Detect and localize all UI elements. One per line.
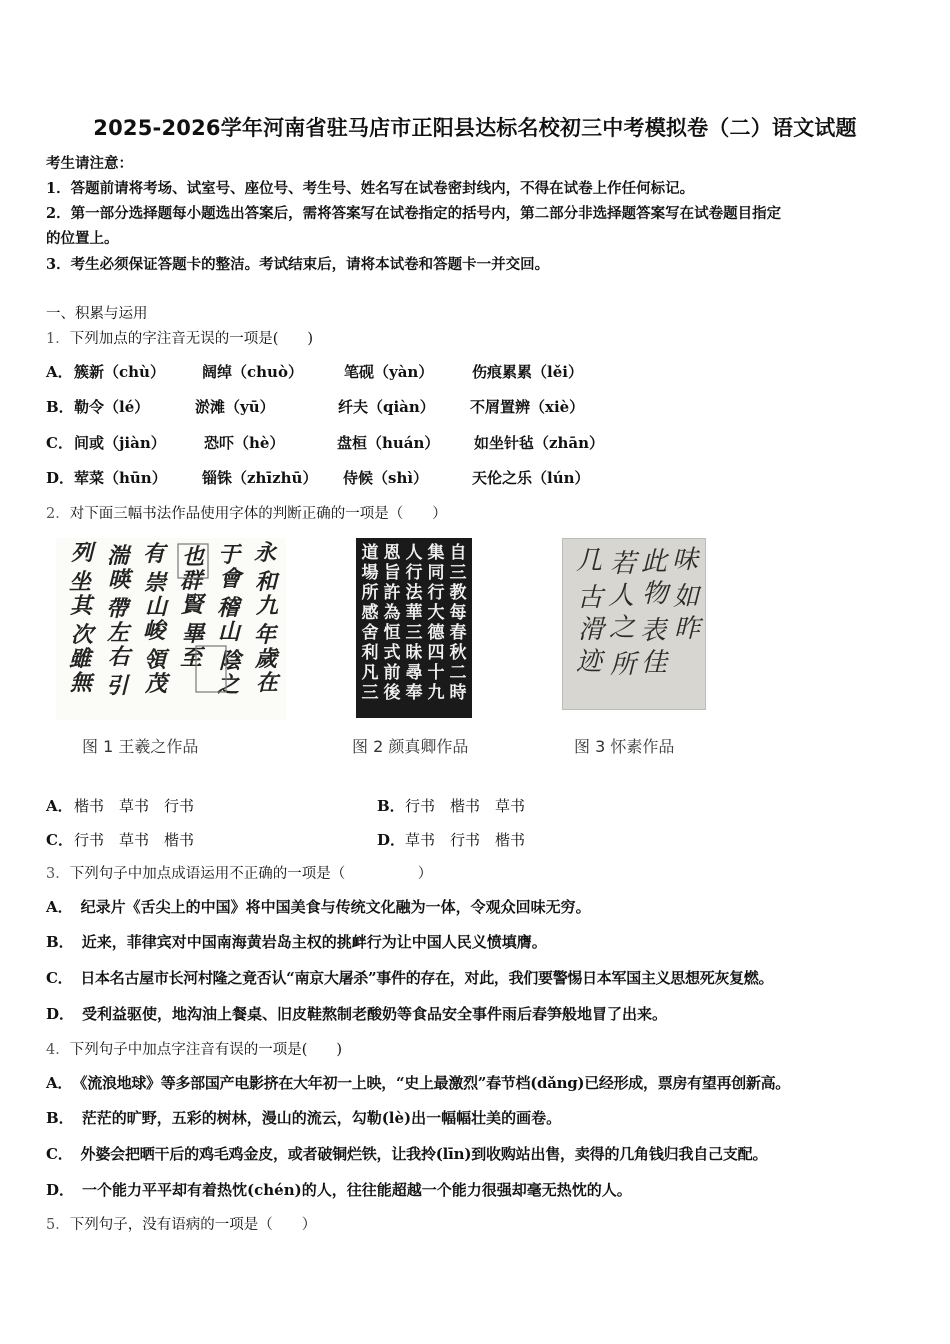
calligraphy-character: 也 (181, 544, 205, 570)
q4-option-a (46, 1072, 790, 1093)
option-item: 簇新（chù） (74, 363, 165, 381)
calligraphy-character: 引 (105, 673, 129, 699)
option-text: 一个能力平平却有着热忱(chén)的人，往往能超越一个能力很强却毫无热忱的人。 (82, 1181, 632, 1199)
question-text: 下列句子中加点成语运用不正确的一项是（ ） (69, 866, 433, 882)
option-letter: A． (46, 797, 73, 815)
calligraphy-character: 道 (361, 543, 379, 563)
question-text: 对下面三幅书法作品使用字体的判断正确的一项是（ ） (69, 506, 447, 522)
option-letter: A． (46, 363, 73, 381)
calligraphy-character: 山 (217, 619, 241, 645)
calligraphy-character: 法 (405, 583, 423, 603)
option-item: 笔砚（yàn） (344, 363, 434, 381)
question-5 (46, 1213, 316, 1234)
calligraphy-character: 所 (609, 650, 637, 680)
question-1 (46, 327, 313, 348)
calligraphy-character: 奉 (405, 683, 423, 703)
option-text: 行书 楷书 草书 (405, 797, 526, 815)
calligraphy-character: 味 (671, 545, 699, 575)
calligraphy-character: 舍 (361, 623, 379, 643)
option-letter: D． (377, 831, 406, 849)
calligraphy-character: 年 (253, 622, 277, 648)
calligraphy-character: 昨 (673, 614, 701, 644)
calligraphy-character: 恩 (383, 543, 401, 563)
calligraphy-character: 崇 (143, 570, 167, 596)
q4-option-c (46, 1143, 767, 1164)
calligraphy-character: 三 (361, 683, 379, 703)
question-2 (46, 502, 447, 523)
calligraphy-character: 集 (427, 543, 445, 563)
calligraphy-character: 四 (427, 643, 445, 663)
option-item: 侍候（shì） (343, 469, 429, 487)
option-text: 近来，菲律宾对中国南海黄岩岛主权的挑衅行为让中国人民义愤填膺。 (81, 933, 547, 951)
calligraphy-character: 稽 (216, 595, 240, 621)
q3-option-d (46, 1003, 667, 1024)
option-item: 荤菜（hūn） (74, 469, 167, 487)
calligraphy-character: 畢 (181, 621, 205, 647)
calligraphy-character: 如 (672, 582, 700, 612)
calligraphy-character: 此 (640, 547, 668, 577)
calligraphy-character: 利 (361, 643, 379, 663)
option-letter: B． (377, 797, 405, 815)
calligraphy-character: 會 (218, 566, 242, 592)
calligraphy-character: 左 (106, 620, 130, 646)
calligraphy-character: 感 (361, 603, 379, 623)
calligraphy-character: 旨 (383, 563, 401, 583)
calligraphy-character: 華 (405, 603, 423, 623)
option-text: 草书 行书 楷书 (405, 831, 526, 849)
calligraphy-character: 群 (179, 568, 203, 594)
figure-caption: 图 3 怀素作品 (574, 737, 675, 756)
calligraphy-character: 所 (361, 583, 379, 603)
option-text: 受利益驱使，地沟油上餐桌、旧皮鞋熬制老酸奶等食品安全事件雨后春笋般地冒了出来。 (82, 1005, 668, 1023)
calligraphy-character: 九 (427, 683, 445, 703)
calligraphy-character: 列 (70, 540, 94, 566)
option-text: 《流浪地球》等多部国产电影挤在大年初一上映，“史上最激烈”春节档(dǎng)已经形成，票房有望再创新高。 (80, 1074, 791, 1092)
option-letter: C． (46, 1145, 73, 1163)
option-letter: D． (46, 1181, 75, 1199)
calligraphy-character: 二 (449, 663, 467, 683)
option-letter: C． (46, 831, 73, 849)
option-item: 恐吓（hè） (204, 434, 285, 452)
calligraphy-character: 雖 (68, 646, 92, 672)
calligraphy-character: 滑 (577, 615, 605, 645)
calligraphy-character: 人 (405, 543, 423, 563)
calligraphy-character: 在 (255, 670, 279, 696)
calligraphy-character: 若 (609, 549, 637, 579)
calligraphy-character: 三 (449, 563, 467, 583)
calligraphy-character: 帶 (105, 596, 129, 622)
calligraphy-character: 秋 (449, 643, 467, 663)
option-item: 间或（jiàn） (74, 434, 166, 452)
calligraphy-character: 教 (449, 583, 467, 603)
calligraphy-figure-3 (562, 538, 706, 710)
q4-option-d (46, 1179, 632, 1200)
calligraphy-character: 之 (608, 613, 636, 643)
calligraphy-character: 暎 (107, 567, 131, 593)
calligraphy-character: 之 (216, 672, 240, 698)
option-text: 楷书 草书 行书 (74, 797, 195, 815)
q3-option-c (46, 967, 773, 988)
option-letter: B． (46, 398, 74, 416)
option-text: 纪录片《舌尖上的中国》将中国美食与传统文化融为一体，令观众回味无穷。 (80, 898, 591, 916)
calligraphy-character: 佳 (640, 648, 668, 678)
option-letter: A． (46, 898, 73, 916)
option-item: 勒令（lé） (74, 398, 150, 416)
figure-caption: 图 2 颜真卿作品 (352, 737, 469, 756)
question-text: 下列句子，没有语病的一项是（ ） (69, 1217, 317, 1233)
calligraphy-character: 領 (143, 647, 167, 673)
calligraphy-character: 至 (179, 645, 203, 671)
calligraphy-character: 于 (217, 542, 241, 568)
calligraphy-character: 坐 (68, 569, 92, 595)
question-number: 5． (46, 1217, 70, 1233)
calligraphy-character: 賢 (180, 592, 204, 618)
calligraphy-character: 湍 (106, 543, 130, 569)
question-4 (46, 1038, 342, 1059)
question-number: 1． (46, 331, 70, 347)
question-number: 4． (46, 1042, 70, 1058)
calligraphy-character: 春 (449, 623, 467, 643)
calligraphy-character: 和 (254, 569, 278, 595)
option-letter: B． (46, 933, 74, 951)
calligraphy-character: 昧 (405, 643, 423, 663)
calligraphy-character: 每 (449, 603, 467, 623)
option-text: 外婆会把晒干后的鸡毛鸡金皮，或者破铜烂铁，让我拎(līn)到收购站出售，卖得的几角钱归我自己支配。 (80, 1145, 768, 1163)
calligraphy-character: 茂 (144, 671, 168, 697)
option-text: 茫茫的旷野，五彩的树林，漫山的流云，勾勒(lè)出一幅幅壮美的画卷。 (81, 1109, 562, 1127)
calligraphy-character: 九 (255, 593, 279, 619)
question-text: 下列句子中加点字注音有误的一项是( ) (69, 1042, 343, 1058)
option-letter: C． (46, 969, 73, 987)
page-title: 2025-2026学年河南省驻马店市正阳县达标名校初三中考模拟卷（二）语文试题 (93, 116, 857, 140)
calligraphy-character: 同 (427, 563, 445, 583)
calligraphy-character: 自 (449, 543, 467, 563)
figure-caption: 图 1 王羲之作品 (82, 737, 199, 756)
calligraphy-character: 後 (383, 683, 401, 703)
calligraphy-character: 歲 (254, 646, 278, 672)
calligraphy-character: 三 (405, 623, 423, 643)
question-number: 2． (46, 506, 70, 522)
option-letter: B． (46, 1109, 74, 1127)
option-item: 锱铢（zhīzhū） (202, 469, 318, 487)
calligraphy-character: 几 (575, 546, 603, 576)
option-letter: C． (46, 434, 73, 452)
calligraphy-character: 陰 (218, 648, 242, 674)
calligraphy-figure-1 (56, 538, 286, 720)
calligraphy-character: 時 (449, 683, 467, 703)
calligraphy-character: 無 (69, 670, 93, 696)
calligraphy-character: 山 (144, 594, 168, 620)
calligraphy-character: 有 (142, 541, 166, 567)
q3-option-b (46, 931, 547, 952)
calligraphy-character: 大 (427, 603, 445, 623)
option-item: 天伦之乐（lún） (472, 469, 590, 487)
calligraphy-character: 前 (383, 663, 401, 683)
calligraphy-character: 峻 (142, 618, 166, 644)
q4-option-b (46, 1107, 561, 1128)
section-heading: 一、积累与运用 (46, 306, 148, 322)
option-letter: D． (46, 1005, 75, 1023)
calligraphy-character: 人 (607, 581, 635, 611)
calligraphy-character: 恒 (383, 623, 401, 643)
calligraphy-figure-2 (356, 538, 472, 718)
notice-item: 的位置上。 (46, 230, 119, 247)
calligraphy-character: 場 (361, 563, 379, 583)
calligraphy-character: 物 (641, 579, 669, 609)
notice-item: 2．第一部分选择题每小题选出答案后，需将答案写在试卷指定的括号内，第二部分非选择题答案写在试卷题目指定 (46, 205, 782, 222)
notice-item: 3．考生必须保证答题卡的整洁。考试结束后，请将本试卷和答题卡一并交回。 (46, 256, 550, 273)
option-item: 淤滩（yū） (195, 398, 275, 416)
option-item: 伤痕累累（lěi） (472, 363, 583, 381)
calligraphy-character: 行 (427, 583, 445, 603)
calligraphy-character: 表 (639, 616, 667, 646)
question-number: 3． (46, 866, 70, 882)
option-item: 盘桓（huán） (337, 434, 440, 452)
calligraphy-character: 右 (107, 644, 131, 670)
calligraphy-character: 十 (427, 663, 445, 683)
option-item: 纤夫（qiàn） (338, 398, 435, 416)
notice-heading: 考生请注意： (46, 155, 133, 172)
calligraphy-character: 古 (576, 583, 604, 613)
option-text: 行书 草书 楷书 (74, 831, 195, 849)
question-3 (46, 862, 432, 883)
calligraphy-character: 永 (253, 540, 277, 566)
question-text: 下列加点的字注音无误的一项是( ) (69, 331, 314, 347)
option-item: 如坐针毡（zhān） (474, 434, 605, 452)
calligraphy-character: 其 (69, 593, 93, 619)
option-letter: D． (46, 469, 75, 487)
option-item: 阔绰（chuò） (202, 363, 303, 381)
calligraphy-character: 凡 (361, 663, 379, 683)
calligraphy-character: 德 (427, 623, 445, 643)
calligraphy-character: 為 (383, 603, 401, 623)
q3-option-a (46, 896, 591, 917)
notice-item: 1．答题前请将考场、试室号、座位号、考生号、姓名写在试卷密封线内，不得在试卷上作任何标记。 (46, 180, 695, 197)
option-text: 日本名古屋市长河村隆之竟否认“南京大屠杀”事件的存在，对此，我们要警惕日本军国主义思想死灰复燃。 (80, 969, 774, 987)
option-letter: A． (46, 1074, 73, 1092)
calligraphy-character: 許 (383, 583, 401, 603)
calligraphy-character: 迹 (575, 647, 603, 677)
calligraphy-character: 尋 (405, 663, 423, 683)
calligraphy-character: 式 (383, 643, 401, 663)
calligraphy-character: 行 (405, 563, 423, 583)
calligraphy-character: 次 (70, 622, 94, 648)
option-item: 不屑置辨（xiè） (470, 398, 585, 416)
